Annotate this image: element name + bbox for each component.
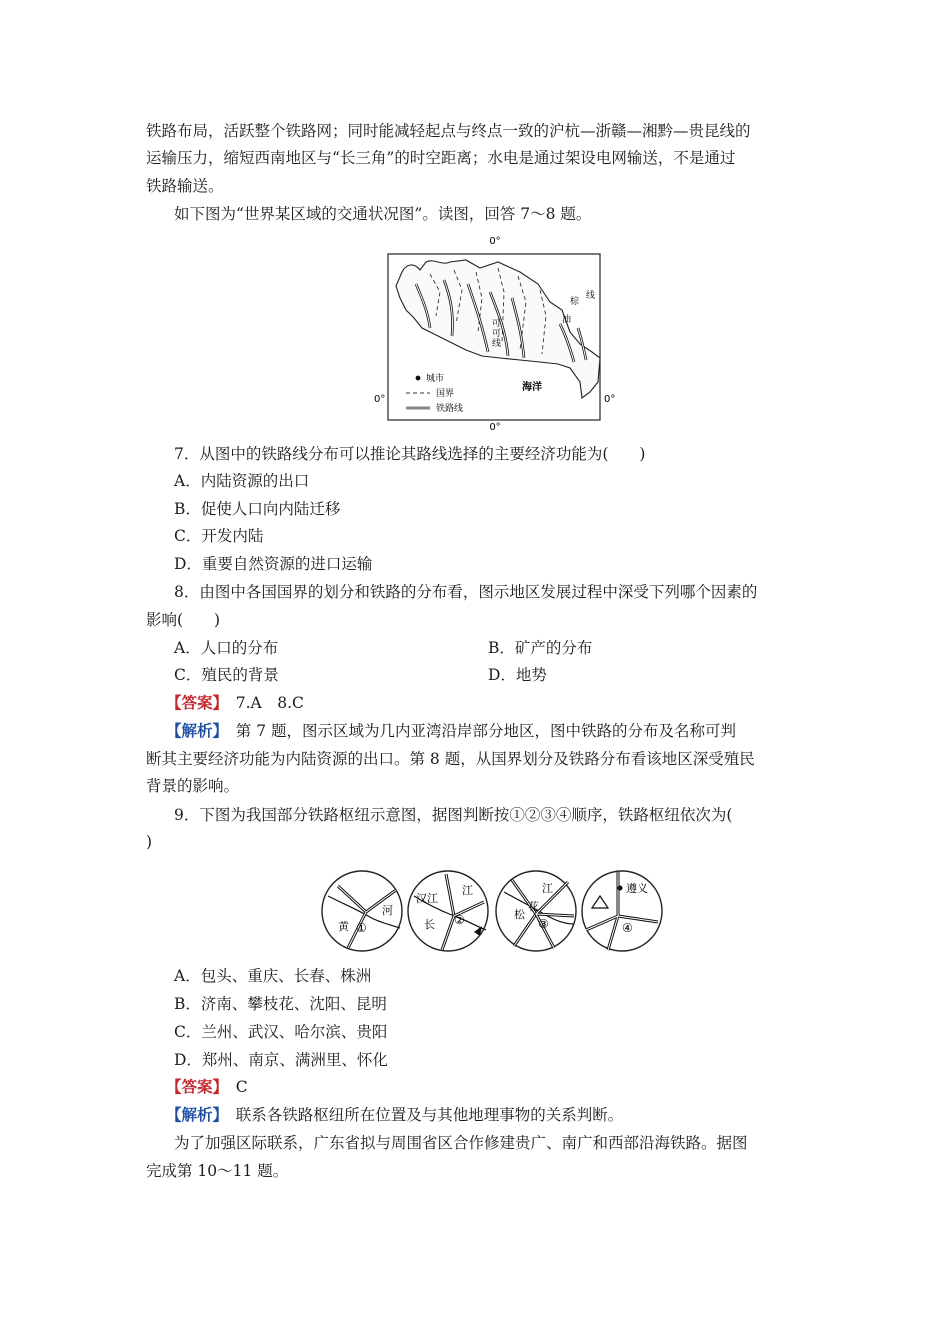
legend-rail-label: 铁路线 <box>436 404 464 414</box>
legend-border-label: 国界 <box>436 389 455 399</box>
transport-map <box>370 232 620 432</box>
transport-map-figure <box>370 232 620 432</box>
rail-label-zongyou-3: 线 <box>586 291 596 301</box>
q9-option-d: D．郑州、南京、满洲里、怀化 <box>174 1051 388 1069</box>
hub3-number: ③ <box>538 917 549 931</box>
legend-city-label: 城市 <box>426 374 445 384</box>
q7-option-a: A．内陆资源的出口 <box>174 472 310 490</box>
explanation-7-8-line2: 断其主要经济功能为内陆资源的出口。第 8 题，从国界划分及铁路分布看该地区深受殖民 <box>146 750 755 768</box>
map-top-lon-label: 0° <box>489 236 501 247</box>
paragraph-line: 铁路输送。 <box>146 177 224 195</box>
explain-tag: 【解析】 <box>166 1105 221 1124</box>
q9-option-b: B．济南、攀枝花、沈阳、昆明 <box>174 995 387 1013</box>
question-7: 7．从图中的铁路线分布可以推论其路线选择的主要经济功能为( ) <box>174 445 646 463</box>
explanation-7-8-line3: 背景的影响。 <box>146 777 240 795</box>
question-10-intro-line2: 完成第 10～11 题。 <box>146 1162 289 1180</box>
question-10-intro-line1: 为了加强区际联系，广东省拟与周围省区合作修建贵广、南广和西部沿海铁路。据图 <box>174 1134 748 1152</box>
answer-text: C <box>220 1078 248 1096</box>
q7-option-d: D．重要自然资源的进口运输 <box>174 555 373 573</box>
q8-option-a: A．人口的分布 <box>174 639 279 657</box>
hub-circle-1 <box>322 871 402 951</box>
hub-circle-2 <box>408 871 488 951</box>
question-9-line2: ) <box>146 833 153 851</box>
answer-7-8 <box>166 693 304 713</box>
answer-text: 7.A 8.C <box>220 694 304 712</box>
answer-9 <box>166 1077 248 1097</box>
q8-option-c: C．殖民的背景 <box>174 666 279 684</box>
question-9-line1: 9．下图为我国部分铁路枢纽示意图，据图判断按①②③④顺序，铁路枢纽依次为( <box>174 806 733 824</box>
rail-label-keke-3: 线 <box>492 339 502 349</box>
rail-label-zongyou-1: 棕 <box>570 297 580 307</box>
explain-tag: 【解析】 <box>166 721 221 740</box>
map-bottom-lon-label: 0° <box>489 422 501 432</box>
hub3-river-c: 花 <box>528 900 539 913</box>
hub3-river-a: 江 <box>542 882 553 895</box>
city-dot-icon <box>618 886 623 891</box>
hub2-river-a: 汉江 <box>416 892 438 905</box>
explanation-9 <box>166 1105 623 1125</box>
hub2-river-c: 长 <box>424 918 435 931</box>
q7-option-c: C．开发内陆 <box>174 527 264 545</box>
q9-option-a: A．包头、重庆、长春、株洲 <box>174 967 372 985</box>
hub3-river-b: 松 <box>514 908 525 921</box>
hub2-river-b: 江 <box>462 884 473 897</box>
question-8-line1: 8．由图中各国国界的划分和铁路的分布看，图示地区发展过程中深受下列哪个因素的 <box>174 583 758 601</box>
hub2-number: ② <box>454 913 465 927</box>
hub4-number: ④ <box>622 921 633 935</box>
explain-text: 第 7 题，图示区域为几内亚湾沿岸部分地区，图中铁路的分布及名称可判 <box>220 722 736 740</box>
rail-label-keke-1: 可 <box>492 319 502 329</box>
q8-option-b: B．矿产的分布 <box>488 639 593 657</box>
hub1-river-a: 黄 <box>338 920 349 933</box>
hub-circle-3 <box>496 871 576 951</box>
hub4-city: 遵义 <box>626 882 648 895</box>
ocean-label: 海洋 <box>522 382 542 393</box>
hub1-number: ① <box>356 921 367 935</box>
q9-option-c: C．兰州、武汉、哈尔滨、贵阳 <box>174 1023 388 1041</box>
map-left-lat-label: 0° <box>374 394 386 405</box>
rail-label-zongyou-2: 油 <box>562 315 572 325</box>
q7-option-b: B．促使人口向内陆迁移 <box>174 500 341 518</box>
hub-circle-4 <box>582 871 662 951</box>
explain-text: 联系各铁路枢纽所在位置及与其他地理事物的关系判断。 <box>220 1106 624 1124</box>
paragraph-line: 铁路布局，活跃整个铁路网；同时能减轻起点与终点一致的沪杭—浙赣—湘黔—贵昆线的 <box>146 122 751 140</box>
q8-option-d: D．地势 <box>488 666 547 684</box>
explanation-7-8-line1 <box>166 721 736 741</box>
hub1-river-b: 河 <box>382 904 393 917</box>
legend-city-marker <box>416 376 421 381</box>
map-right-lat-label: 0° <box>604 394 616 405</box>
answer-tag: 【答案】 <box>166 1077 221 1096</box>
paragraph-line: 运输压力，缩短西南地区与“长三角”的时空距离；水电是通过架设电网输送，不是通过 <box>146 149 736 167</box>
rail-label-keke-2: 可 <box>492 329 502 339</box>
railway-hubs-figure <box>318 866 668 956</box>
question-intro: 如下图为“世界某区域的交通状况图”。读图，回答 7～8 题。 <box>174 205 592 223</box>
answer-tag: 【答案】 <box>166 693 221 712</box>
railway-hubs-diagram <box>318 866 668 956</box>
question-8-line2: 影响( ) <box>146 611 221 629</box>
